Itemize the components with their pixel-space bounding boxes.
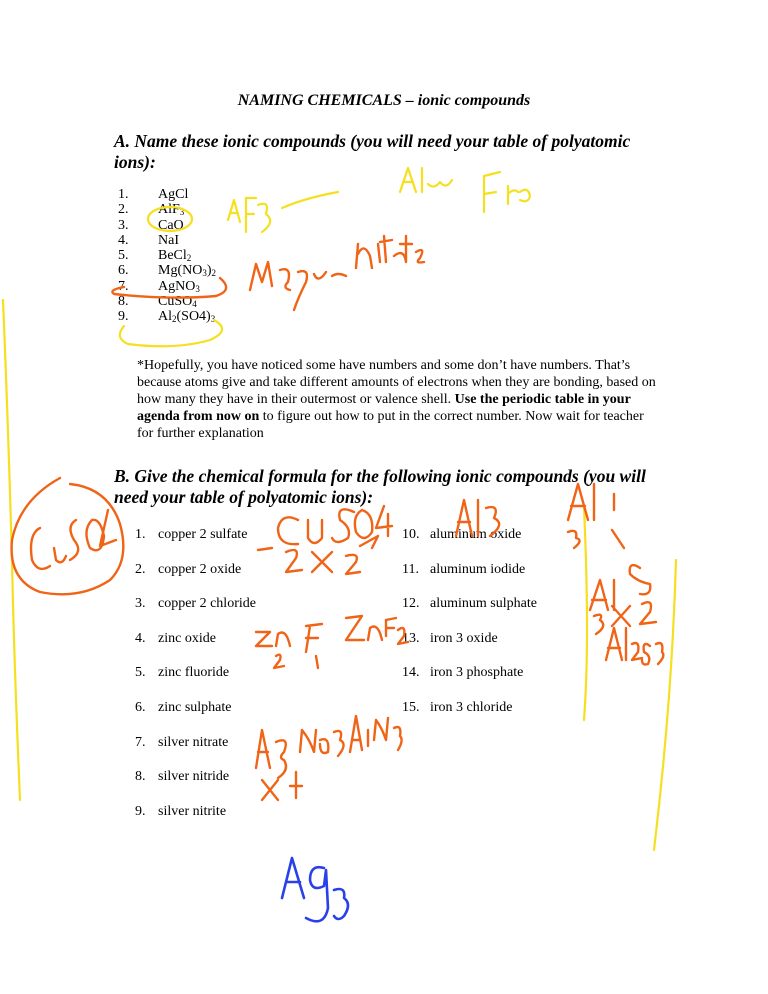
compound-name: zinc oxide bbox=[158, 630, 216, 646]
yellow-right-line bbox=[654, 560, 676, 850]
compound-formula: AgNO$_3$ bbox=[158, 278, 200, 294]
compound-name: silver nitride bbox=[158, 769, 230, 785]
compound-formula: $Mg(NO_3)_2$ bbox=[158, 263, 217, 279]
cuso4-handwriting bbox=[12, 478, 124, 594]
circle-mgno32-annotation bbox=[112, 278, 226, 298]
agno3-handwriting bbox=[256, 716, 402, 778]
section-a-heading: A. Name these ionic compounds (you will need your table of polyatomic ions): bbox=[114, 131, 631, 172]
compound-name: aluminum oxide bbox=[430, 527, 522, 542]
item-number: 9. bbox=[118, 309, 129, 325]
compound-name: zinc sulphate bbox=[158, 700, 232, 715]
item-number: 15. bbox=[402, 700, 420, 715]
note-bold-text: Use the periodic table in your agenda from now on bbox=[137, 392, 631, 424]
flo-handwriting bbox=[484, 172, 530, 212]
compound-name: copper 2 oxide bbox=[158, 561, 242, 577]
compound-name: copper 2 chloride bbox=[158, 596, 256, 612]
item-number: 10. bbox=[402, 527, 420, 542]
item-number: 12. bbox=[402, 596, 420, 612]
compound-name: aluminum sulphate bbox=[430, 596, 537, 612]
compound-name: copper 2 sulfate bbox=[158, 527, 248, 542]
compound-formula: CuSO$_4$ bbox=[158, 294, 197, 310]
alf3-handwriting bbox=[228, 198, 270, 232]
item-number: 2. bbox=[135, 561, 146, 577]
compound-name: silver nitrate bbox=[158, 734, 229, 750]
item-number: 7. bbox=[118, 278, 129, 294]
note-end-text: to figure out how to put in the correct number. Now wait for teacher for further explanation bbox=[137, 409, 644, 441]
compound-formula: AgCl bbox=[158, 187, 189, 202]
compound-name: iron 3 oxide bbox=[430, 630, 498, 646]
circle-al2so43-annotation bbox=[120, 320, 222, 346]
compound-name: zinc fluoride bbox=[158, 665, 230, 681]
compound-formula: AlF$_3$ bbox=[158, 202, 185, 218]
item-number: 6. bbox=[118, 263, 129, 279]
al-s-handwriting bbox=[590, 565, 656, 634]
znf-charges-handwriting bbox=[274, 655, 318, 668]
item-number: 9. bbox=[135, 803, 146, 819]
item-number: 11. bbox=[402, 561, 419, 577]
al3-handwriting bbox=[456, 500, 499, 536]
alu-handwriting bbox=[400, 168, 452, 192]
compound-formula: BeCl$_2$ bbox=[158, 248, 192, 264]
compound-formula: NaI bbox=[158, 232, 179, 248]
item-number: 8. bbox=[135, 769, 146, 785]
al2s3-handwriting bbox=[606, 628, 663, 665]
cross-multiply-handwriting bbox=[286, 536, 378, 574]
nitrate-handwriting bbox=[356, 236, 424, 268]
item-number: 3. bbox=[135, 596, 146, 612]
compound-name: iron 3 phosphate bbox=[430, 665, 524, 681]
dash-annotation bbox=[282, 192, 338, 208]
ag3-handwriting bbox=[282, 858, 348, 921]
circle-alf3-annotation bbox=[148, 207, 192, 231]
compound-name: aluminum iodide bbox=[430, 561, 526, 577]
item-number: 5. bbox=[118, 248, 129, 264]
section-b-heading: B. Give the chemical formula for the following ionic compounds (you will need your table of polyatomic ions): bbox=[114, 466, 646, 507]
item-number: 13. bbox=[402, 630, 420, 646]
compound-name: silver nitrite bbox=[158, 803, 227, 819]
item-number: 4. bbox=[135, 630, 146, 646]
item-number: 4. bbox=[118, 232, 129, 248]
compound-formula: CaO bbox=[158, 217, 184, 233]
compound-formula: $Al_2(SO4)_3$ bbox=[158, 309, 216, 325]
item-number: 1. bbox=[118, 187, 129, 202]
al-1-handwriting bbox=[568, 484, 624, 548]
item-number: 3. bbox=[118, 217, 129, 233]
znf-handwriting bbox=[256, 616, 408, 652]
yellow-vertical-line bbox=[584, 508, 587, 720]
item-number: 8. bbox=[118, 294, 129, 310]
magn-handwriting bbox=[250, 262, 346, 310]
dash-mark bbox=[258, 548, 272, 550]
item-number: 1. bbox=[135, 527, 146, 542]
page-title: NAMING CHEMICALS – ionic compounds bbox=[237, 92, 531, 109]
compound-name: iron 3 chloride bbox=[430, 700, 513, 715]
note-text: *Hopefully, you have noticed some have numbers and some don’t have numbers. That’s because atoms give and take different amounts of electrons when they are bonding, based on how many they have in their outermost or valence shell. bbox=[137, 358, 656, 407]
item-number: 14. bbox=[402, 665, 420, 681]
item-number: 2. bbox=[118, 202, 129, 218]
item-number: 5. bbox=[135, 665, 146, 681]
item-number: 6. bbox=[135, 700, 146, 715]
item-number: 7. bbox=[135, 734, 146, 750]
